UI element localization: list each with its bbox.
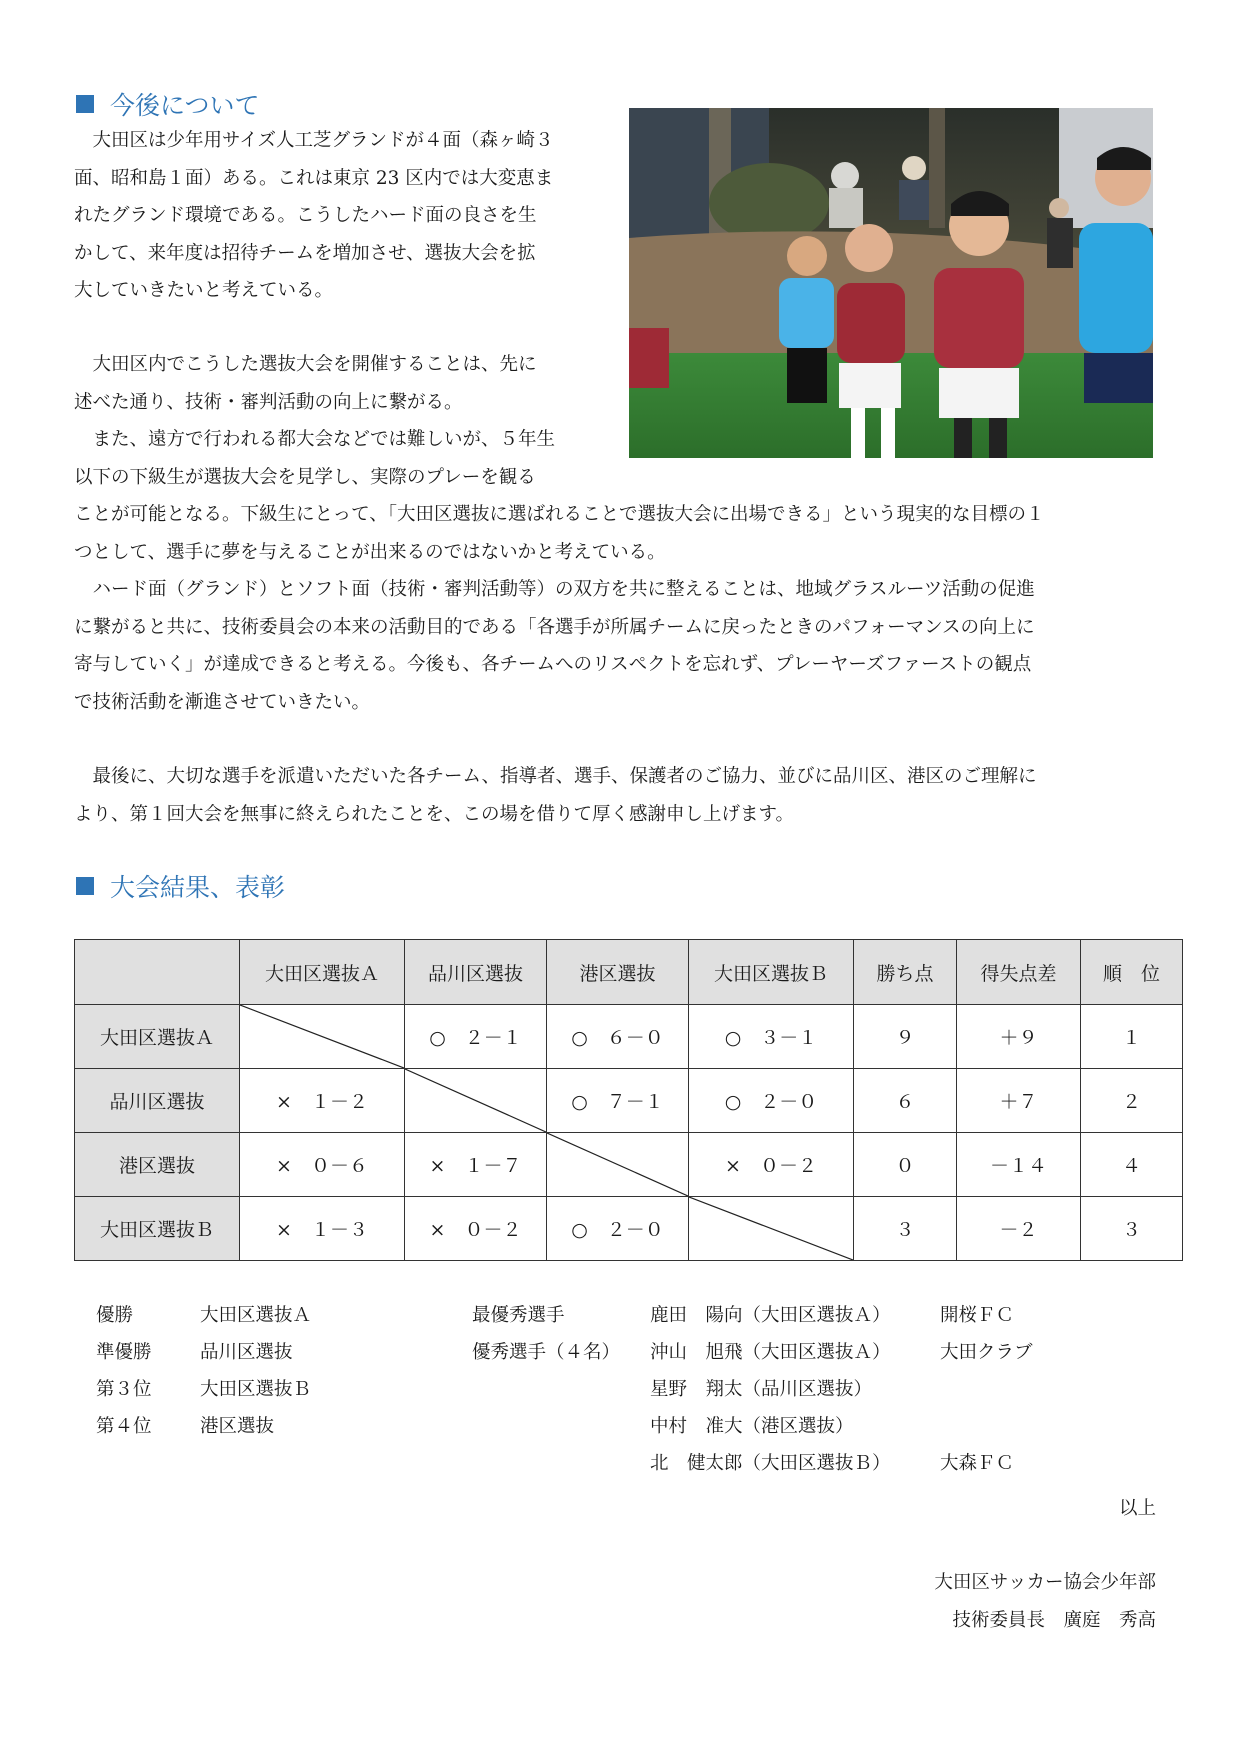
table-cell: ○ ２－０ (547, 1197, 689, 1261)
table-cell: ３ (1081, 1197, 1183, 1261)
table-cell: －２ (957, 1197, 1081, 1261)
table-cell: ＋９ (957, 1005, 1081, 1069)
text-line: ハード面（グランド）とソフト面（技術・審判活動等）の双方を共に整えることは、地域グラスルーツ活動の促進 (74, 579, 1035, 600)
row-header: 大田区選抜Ａ (75, 1005, 240, 1069)
results-table (74, 939, 1183, 1261)
table-cell: ○ ７－１ (547, 1069, 689, 1133)
table-row (75, 1005, 1183, 1069)
table-row (75, 1133, 1183, 1197)
text-line: 述べた通り、技術・審判活動の向上に繋がる。 (74, 391, 463, 413)
table-cell: ４ (1081, 1133, 1183, 1197)
table-cell: ０ (854, 1133, 957, 1197)
row-header: 大田区選抜Ｂ (75, 1197, 240, 1261)
row-header: 品川区選抜 (75, 1069, 240, 1133)
column-header: 大田区選抜Ｂ (689, 940, 854, 1005)
mvp-label: 最優秀選手 (472, 1305, 565, 1326)
text-line: より、第１回大会を無事に終えられたことを、この場を借りて厚く感謝申し上げます。 (74, 803, 795, 825)
text-line: 最後に、大切な選手を派遣いただいた各チーム、指導者、選手、保護者のご協力、並びに品川区、港区のご理解に (74, 766, 1037, 787)
text-line: 寄与していく」が達成できると考える。今後も、各チームへのリスペクトを忘れず、プレーヤーズファーストの観点 (74, 654, 1032, 675)
table-cell: ○ ２－０ (689, 1069, 854, 1133)
paragraph-goals (74, 496, 1045, 721)
excellent-label: 優秀選手（４名） (472, 1342, 621, 1363)
table-cell: × １－２ (240, 1069, 405, 1133)
table-row (75, 1069, 1183, 1133)
award-labels (472, 1297, 620, 1371)
table-cell: ○ ６－０ (547, 1005, 689, 1069)
column-header: 品川区選抜 (405, 940, 547, 1005)
table-cell: １ (1081, 1005, 1183, 1069)
soccer-match-photo (629, 108, 1153, 458)
signature-org: 大田区サッカー協会少年部 (934, 1572, 1156, 1593)
text-line: また、遠方で行われる都大会などでは難しいが、５年生 (74, 429, 556, 450)
paragraph-facilities (74, 122, 554, 310)
table-cell: ＋７ (957, 1069, 1081, 1133)
column-header: 大田区選抜Ａ (240, 940, 405, 1005)
text-line: ことが可能となる。下級生にとって、「大田区選抜に選ばれることで選抜大会に出場できる」という現実的な目標の１ (74, 504, 1045, 525)
text-line: に繋がると共に、技術委員会の本来の活動目的である「各選手が所属チームに戻ったときのパフォーマンスの向上に (74, 616, 1035, 638)
heading-square-icon (76, 95, 94, 113)
section-title: 大会結果、表彰 (110, 873, 286, 902)
text-line: つとして、選手に夢を与えることが出来るのではないかと考えている。 (74, 541, 666, 563)
text-line: 大田区は少年用サイズ人工芝グランドが４面（森ヶ崎３ (74, 130, 554, 151)
text-line: 以下の下級生が選抜大会を見学し、実際のプレーを観る (74, 466, 536, 488)
text-line: れたグランド環境である。こうしたハード面の良さを生 (74, 205, 537, 226)
section-heading-future (76, 86, 260, 122)
section-heading-results (76, 868, 285, 904)
player-item: 中村 准大（港区選抜） (650, 1416, 854, 1437)
table-cell: ９ (854, 1005, 957, 1069)
heading-square-icon (76, 877, 94, 895)
column-header: 勝ち点 (854, 940, 957, 1005)
signature-person: 技術委員長 廣庭 秀高 (952, 1610, 1156, 1631)
text-line: 大していきたいと考えている。 (74, 280, 334, 301)
closing-text: 以上 (1118, 1498, 1156, 1519)
table-cell: × ０－６ (240, 1133, 405, 1197)
placing-item: 第３位 大田区選抜Ｂ (96, 1379, 312, 1400)
player-item: 北 健太郎（大田区選抜Ｂ） 大森ＦＣ (650, 1453, 1015, 1474)
table-cell: × １－７ (405, 1133, 547, 1197)
table-header-row (75, 940, 1183, 1005)
paragraph-thanks (74, 758, 1037, 833)
paragraph-tournament-benefits (74, 346, 555, 496)
column-header: 港区選抜 (547, 940, 689, 1005)
table-cell: ６ (854, 1069, 957, 1133)
table-cell: ○ ２－１ (405, 1005, 547, 1069)
text-line: 大田区内でこうした選抜大会を開催することは、先に (74, 354, 537, 375)
row-header: 港区選抜 (75, 1133, 240, 1197)
table-cell: × １－３ (240, 1197, 405, 1261)
placings-list (96, 1297, 311, 1445)
table-row (75, 1197, 1183, 1261)
table-cell: × ０－２ (689, 1133, 854, 1197)
diagonal-cell (405, 1069, 547, 1133)
player-item: 星野 翔太（品川区選抜） (650, 1379, 873, 1400)
column-header: 順 位 (1081, 940, 1183, 1005)
table-cell: × ０－２ (405, 1197, 547, 1261)
placing-item: 第４位 港区選抜 (96, 1416, 275, 1437)
player-item: 鹿田 陽向（大田区選抜Ａ） 開桜ＦＣ (650, 1305, 1015, 1326)
player-item: 沖山 旭飛（大田区選抜Ａ） 大田クラブ (650, 1342, 1033, 1363)
table-cell: ２ (1081, 1069, 1183, 1133)
award-players (650, 1297, 1033, 1482)
section-title: 今後について (110, 91, 260, 120)
table-cell: ３ (854, 1197, 957, 1261)
diagonal-cell (547, 1133, 689, 1197)
diagonal-cell (240, 1005, 405, 1069)
diagonal-cell (689, 1197, 854, 1261)
placing-item: 準優勝 品川区選抜 (96, 1342, 293, 1363)
table-corner-cell (75, 940, 240, 1005)
table-cell: ○ ３－１ (689, 1005, 854, 1069)
placing-item: 優勝 大田区選抜Ａ (96, 1305, 312, 1326)
text-line: かして、来年度は招待チームを増加させ、選抜大会を拡 (74, 242, 536, 264)
column-header: 得失点差 (957, 940, 1081, 1005)
table-cell: －１４ (957, 1133, 1081, 1197)
text-line: 面、昭和島１面）ある。これは東京 23 区内では大変恵ま (74, 167, 554, 189)
text-line: で技術活動を漸進させていきたい。 (74, 691, 371, 713)
